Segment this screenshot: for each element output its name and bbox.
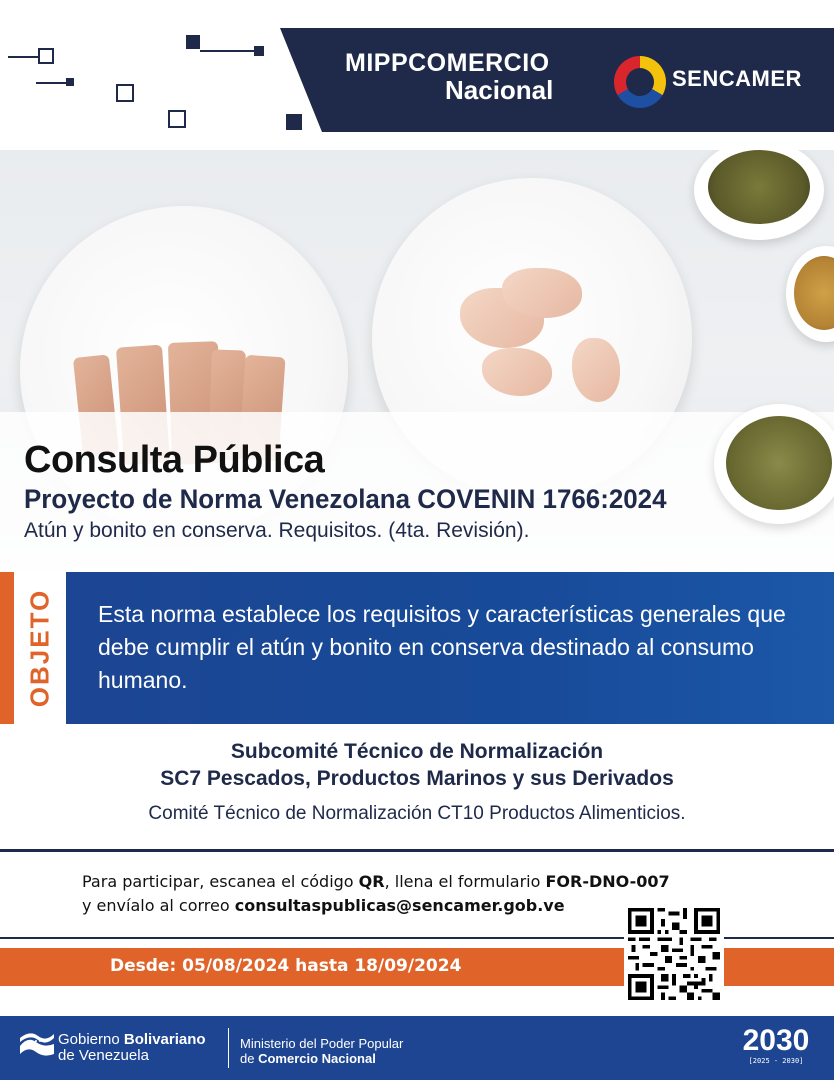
- objeto-label: OBJETO: [24, 588, 55, 708]
- decorative-line: [36, 82, 70, 84]
- committee-block: [0, 738, 834, 828]
- ministerio-text: [240, 1036, 403, 1066]
- decorative-square: [186, 35, 200, 49]
- gob-text-a: Gobierno: [58, 1031, 124, 1048]
- sencamer-emblem-icon: [614, 56, 666, 108]
- logo-mipp-line1: MIPPCOMERCIO: [345, 49, 550, 77]
- gobierno-logo-text: [58, 1032, 206, 1064]
- objeto-label-box: [14, 572, 66, 724]
- gob-text-b: Bolivariano: [123, 1031, 206, 1048]
- email-link[interactable]: consultaspublicas@sencamer.gob.ve: [234, 896, 565, 915]
- qr-code-icon: [628, 908, 720, 1000]
- decorative-square: [116, 84, 134, 102]
- capers-bowl: [694, 150, 824, 240]
- decorative-square: [168, 110, 186, 128]
- particip-text-a: Para participar, escanea el código: [82, 872, 359, 891]
- dates-text: Desde: 05/08/2024 hasta 18/09/2024: [110, 956, 462, 976]
- form-code: FOR-DNO-007: [545, 872, 670, 891]
- footer: [0, 1016, 834, 1080]
- header: [0, 0, 834, 150]
- venezuela-flag-icon: [18, 1028, 56, 1058]
- tuna-flake: [572, 338, 620, 402]
- particip-text-c: y envíalo al correo: [82, 896, 235, 915]
- objeto-band: [0, 572, 834, 724]
- objeto-text: Esta norma establece los requisitos y características generales que debe cumplir el atún y bonito en conserva destinado al consumo humano.: [98, 601, 786, 693]
- min-text-prefix: de: [240, 1051, 259, 1066]
- title-block: [24, 438, 744, 546]
- gob-text-c: de Venezuela: [58, 1047, 149, 1064]
- min-text-a: Ministerio del Poder Popular: [240, 1036, 404, 1051]
- comite-title: Comité Técnico de Normalización CT10 Productos Alimenticios.: [148, 803, 686, 824]
- qr-word: QR: [358, 872, 385, 891]
- decorative-square: [38, 48, 54, 64]
- sencamer-logo: [606, 52, 816, 112]
- footer-divider: [228, 1028, 229, 1068]
- decorative-square: [286, 114, 302, 130]
- sc7-title: SC7 Pescados, Productos Marinos y sus Derivados: [160, 767, 674, 790]
- qr-code[interactable]: [624, 904, 724, 1004]
- particip-text-b: , llena el formulario: [384, 872, 546, 891]
- project-title: Proyecto de Norma Venezolana COVENIN 1766:2024: [24, 484, 667, 514]
- decorative-square: [254, 46, 264, 56]
- anniversary-logo: [736, 1026, 816, 1074]
- anniversary-year: 2030: [742, 1024, 810, 1057]
- project-description: Atún y bonito en conserva. Requisitos. (4ta. Revisión).: [24, 519, 530, 542]
- objeto-accent-bar: [0, 572, 14, 724]
- subcomite-title: Subcomité Técnico de Normalización: [230, 740, 604, 763]
- logo-mipp-line2: Nacional: [445, 75, 554, 105]
- hero-photo: [0, 150, 834, 570]
- divider: [0, 849, 834, 852]
- mippcomercio-logo: [345, 50, 585, 110]
- sencamer-wordmark: SENCAMER: [672, 66, 802, 91]
- page-title: Consulta Pública: [24, 439, 325, 481]
- min-text-b: Comercio Nacional: [258, 1051, 376, 1066]
- mustard-bowl: [786, 246, 834, 342]
- anniversary-range: [2025 - 2030]: [748, 1057, 804, 1065]
- decorative-line: [200, 50, 256, 52]
- tuna-flake: [482, 348, 552, 396]
